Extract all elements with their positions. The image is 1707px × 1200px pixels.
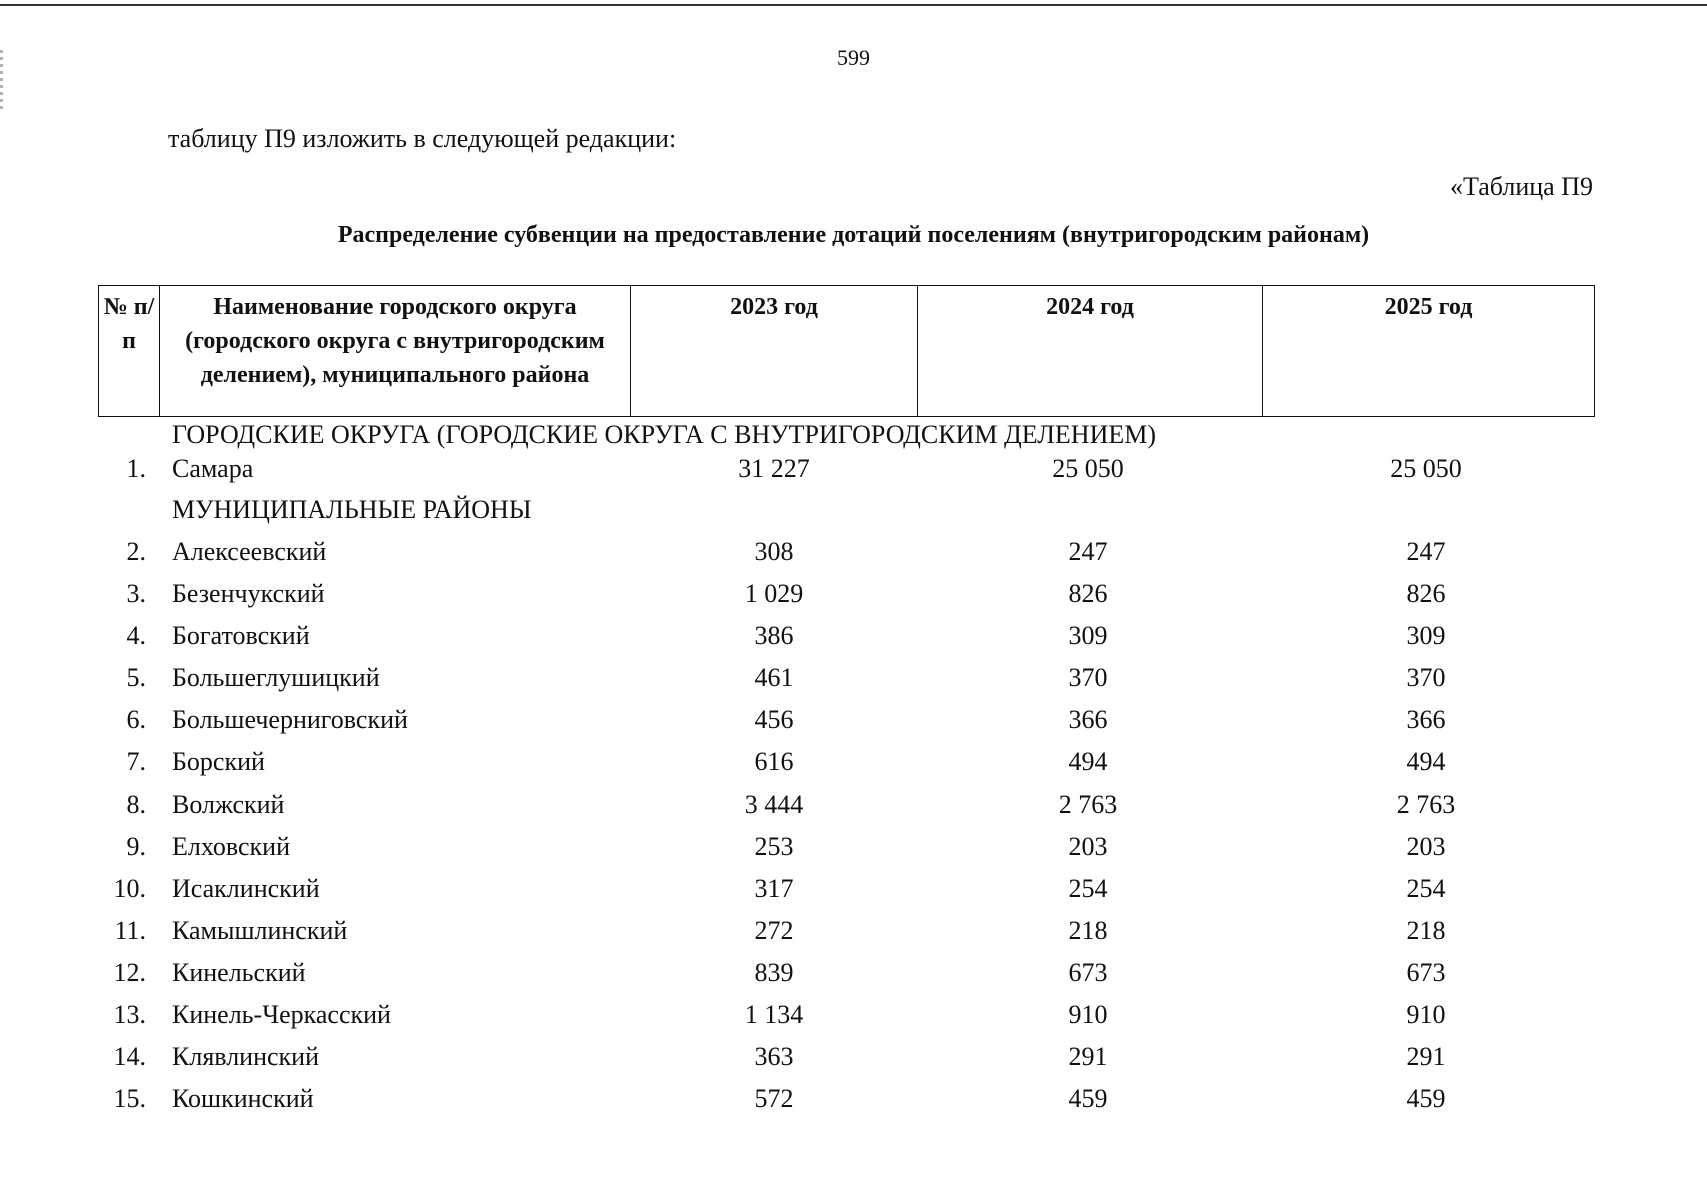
value-2025: 370 [1406, 663, 1446, 692]
value-2024: 826 [1068, 579, 1108, 608]
value-2025: 459 [1406, 1084, 1446, 1113]
header-2024: 2024 год [918, 286, 1263, 417]
value-2025: 826 [1406, 579, 1446, 608]
value-2023: 363 [754, 1042, 794, 1071]
row-number: 1. [126, 454, 146, 483]
value-2025: 673 [1406, 958, 1446, 987]
row-number: 8. [126, 790, 146, 819]
table-row [0, 916, 1707, 946]
value-2024: 910 [1068, 1000, 1108, 1029]
value-2023: 839 [754, 958, 794, 987]
row-number: 15. [113, 1084, 146, 1113]
header-2025: 2025 год [1263, 286, 1595, 417]
value-2023: 456 [754, 705, 794, 734]
row-number: 6. [126, 705, 146, 734]
value-2025: 247 [1406, 537, 1446, 566]
value-2023: 386 [754, 621, 794, 650]
value-2025: 25 050 [1390, 454, 1462, 483]
row-name: Клявлинский [172, 1042, 320, 1071]
value-2024: 218 [1068, 916, 1108, 945]
value-2023: 317 [754, 874, 794, 903]
row-number: 12. [113, 958, 146, 987]
top-border-line [0, 4, 1707, 6]
row-number: 10. [113, 874, 146, 903]
intro-text: таблицу П9 изложить в следующей редакции: [168, 124, 677, 153]
row-name: Волжский [172, 790, 285, 819]
table-row [0, 579, 1707, 609]
row-name: Самара [172, 454, 254, 483]
value-2023: 461 [754, 663, 794, 692]
value-2025: 203 [1406, 832, 1446, 861]
row-name: Безенчукский [172, 579, 325, 608]
value-2024: 370 [1068, 663, 1108, 692]
value-2023: 1 029 [744, 579, 804, 608]
value-2023: 31 227 [738, 454, 810, 483]
value-2023: 253 [754, 832, 794, 861]
table-row [0, 747, 1707, 777]
table-row [0, 621, 1707, 651]
value-2024: 459 [1068, 1084, 1108, 1113]
table-row [0, 454, 1707, 484]
row-number: 7. [126, 747, 146, 776]
row-name: Елховский [172, 832, 290, 861]
value-2024: 247 [1068, 537, 1108, 566]
value-2025: 254 [1406, 874, 1446, 903]
value-2025: 366 [1406, 705, 1446, 734]
value-2025: 309 [1406, 621, 1446, 650]
table-header [98, 285, 1595, 417]
value-2024: 673 [1068, 958, 1108, 987]
row-number: 11. [114, 916, 146, 945]
table-reference: «Таблица П9 [1450, 172, 1593, 201]
table-row [0, 790, 1707, 820]
table-row [0, 1000, 1707, 1030]
row-name: Большеглушицкий [172, 663, 380, 692]
table-row [0, 1042, 1707, 1072]
table-row [0, 1084, 1707, 1114]
header-2023: 2023 год [631, 286, 918, 417]
row-name: Исаклинский [172, 874, 320, 903]
value-2024: 291 [1068, 1042, 1108, 1071]
row-number: 5. [126, 663, 146, 692]
value-2025: 910 [1406, 1000, 1446, 1029]
section-urban-districts: ГОРОДСКИЕ ОКРУГА (ГОРОДСКИЕ ОКРУГА С ВНУТРИГОРОДСКИМ ДЕЛЕНИЕМ) [172, 420, 1157, 449]
row-number: 3. [126, 579, 146, 608]
row-name: Большечерниговский [172, 705, 408, 734]
value-2025: 494 [1406, 747, 1446, 776]
table-row [0, 832, 1707, 862]
row-number: 2. [126, 537, 146, 566]
table-row [0, 958, 1707, 988]
row-name: Борский [172, 747, 265, 776]
row-number: 14. [113, 1042, 146, 1071]
row-name: Камышлинский [172, 916, 348, 945]
row-number: 4. [126, 621, 146, 650]
value-2023: 3 444 [744, 790, 804, 819]
value-2023: 1 134 [744, 1000, 804, 1029]
table-row [0, 874, 1707, 904]
value-2024: 25 050 [1052, 454, 1124, 483]
value-2024: 254 [1068, 874, 1108, 903]
row-number: 13. [113, 1000, 146, 1029]
value-2023: 272 [754, 916, 794, 945]
value-2024: 494 [1068, 747, 1108, 776]
row-name: Алексеевский [172, 537, 327, 566]
table-row [0, 537, 1707, 567]
row-number: 9. [126, 832, 146, 861]
header-name: Наименование городского округа (городского округа с внутригородским делением), муниципального района [160, 286, 631, 417]
value-2024: 2 763 [1058, 790, 1118, 819]
row-name: Кошкинский [172, 1084, 314, 1113]
row-name: Кинель-Черкасский [172, 1000, 391, 1029]
value-2024: 203 [1068, 832, 1108, 861]
value-2023: 308 [754, 537, 794, 566]
table-title: Распределение субвенции на предоставление дотаций поселениям (внутригородским районам) [337, 222, 1370, 248]
table-row [0, 663, 1707, 693]
header-row [99, 286, 1595, 417]
row-name: Богатовский [172, 621, 310, 650]
row-name: Кинельский [172, 958, 306, 987]
value-2025: 218 [1406, 916, 1446, 945]
header-number: № п/п [99, 286, 160, 417]
value-2025: 2 763 [1396, 790, 1456, 819]
value-2024: 366 [1068, 705, 1108, 734]
value-2025: 291 [1406, 1042, 1446, 1071]
value-2023: 616 [754, 747, 794, 776]
value-2023: 572 [754, 1084, 794, 1113]
section-municipal-districts: МУНИЦИПАЛЬНЫЕ РАЙОНЫ [172, 495, 532, 524]
value-2024: 309 [1068, 621, 1108, 650]
page-number: 599 [837, 45, 870, 70]
table-row [0, 705, 1707, 735]
